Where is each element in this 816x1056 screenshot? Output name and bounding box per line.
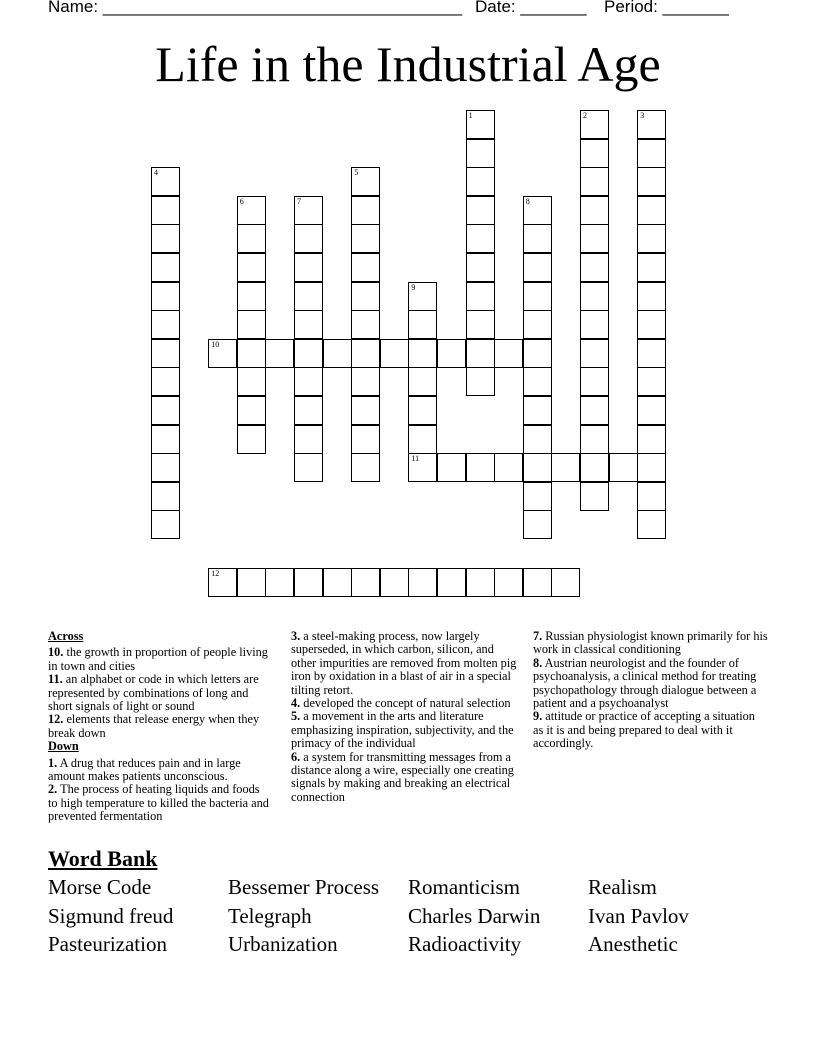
word-bank-item: Realism <box>588 875 657 899</box>
clue-number: 10 <box>211 339 220 349</box>
crossword-cell[interactable] <box>580 224 609 253</box>
crossword-cell[interactable] <box>523 339 552 368</box>
crossword-cell[interactable] <box>151 253 180 282</box>
crossword-cell[interactable] <box>151 425 180 454</box>
crossword-cell[interactable] <box>408 310 437 339</box>
crossword-cell[interactable] <box>580 310 609 339</box>
crossword-cell[interactable] <box>437 453 466 482</box>
clue-across-12: 12. elements that release energy when they break down <box>48 712 260 740</box>
crossword-cell[interactable] <box>408 425 437 454</box>
clue-number: 3 <box>640 111 645 120</box>
crossword-cell[interactable] <box>523 367 552 396</box>
crossword-cell[interactable] <box>294 367 323 396</box>
crossword-cell[interactable] <box>294 568 323 597</box>
crossword-cell[interactable] <box>437 339 466 368</box>
clue-across-10: 10. the growth in proportion of people living in town and cities <box>48 645 268 673</box>
crossword-cell[interactable] <box>408 568 437 597</box>
clue-number: 11 <box>411 454 420 464</box>
crossword-cell[interactable] <box>351 253 380 282</box>
crossword-cell[interactable] <box>237 568 266 597</box>
crossword-cell[interactable] <box>523 425 552 454</box>
crossword-cell[interactable] <box>551 568 580 597</box>
crossword-cell[interactable] <box>466 367 495 396</box>
date-field[interactable]: Date: _______ <box>475 0 587 16</box>
crossword-cell[interactable] <box>237 196 266 225</box>
crossword-cell[interactable] <box>408 396 437 425</box>
word-bank-item: Anesthetic <box>588 932 678 956</box>
crossword-cell[interactable] <box>580 110 609 139</box>
crossword-cell[interactable] <box>580 282 609 311</box>
word-bank-item: Telegraph <box>228 903 312 928</box>
crossword-cell[interactable] <box>466 110 495 139</box>
clues-column-2 <box>291 630 521 804</box>
clue-number: 1 <box>468 111 473 120</box>
crossword-cell[interactable] <box>609 453 638 482</box>
word-bank-item: Charles Darwin <box>408 903 541 928</box>
clue-down-7: 7. Russian physiologist known primarily for his work in classical conditioning <box>533 629 768 657</box>
crossword-cell[interactable] <box>294 339 323 368</box>
crossword-cell[interactable] <box>523 396 552 425</box>
clue-down-6: 6. a system for transmitting messages from a distance along a wire, especially one creating signals by making and breaking an electrical connection <box>291 749 514 804</box>
word-bank-item: Pasteurization <box>48 932 167 956</box>
clue-number: 6 <box>239 196 244 206</box>
crossword-cell[interactable] <box>408 367 437 396</box>
crossword-cell[interactable] <box>351 339 380 368</box>
crossword-cell[interactable] <box>466 282 495 311</box>
clue-number: 9 <box>411 282 416 292</box>
crossword-cell[interactable] <box>351 196 380 225</box>
crossword-cell[interactable] <box>151 282 180 311</box>
crossword-cell[interactable] <box>237 253 266 282</box>
crossword-cell[interactable] <box>265 568 294 597</box>
crossword-cell[interactable] <box>637 167 666 196</box>
word-bank-item: Ivan Pavlov <box>588 903 689 928</box>
crossword-cell[interactable] <box>237 367 266 396</box>
crossword-cell[interactable] <box>637 453 666 482</box>
crossword-cell[interactable] <box>637 310 666 339</box>
crossword-cell[interactable] <box>437 568 466 597</box>
crossword-cell[interactable] <box>637 110 666 139</box>
crossword-cell[interactable] <box>351 282 380 311</box>
crossword-cell[interactable] <box>294 224 323 253</box>
crossword-cell[interactable] <box>151 367 180 396</box>
crossword-cell[interactable] <box>351 568 380 597</box>
crossword-cell[interactable] <box>523 482 552 511</box>
crossword-cell[interactable] <box>151 453 180 482</box>
name-field[interactable]: Name: ______________________________________ <box>48 0 463 16</box>
crossword-cell[interactable] <box>637 367 666 396</box>
word-bank-title: Word Bank <box>48 846 158 871</box>
crossword-cell[interactable] <box>466 310 495 339</box>
crossword-cell[interactable] <box>466 568 495 597</box>
crossword-cell[interactable] <box>351 310 380 339</box>
word-bank-item: Sigmund freud <box>48 903 174 928</box>
crossword-cell[interactable] <box>466 253 495 282</box>
crossword-cell[interactable] <box>494 339 523 368</box>
crossword-cell[interactable] <box>523 568 552 597</box>
clue-number: 7 <box>297 196 301 206</box>
crossword-cell[interactable] <box>580 339 609 368</box>
crossword-cell[interactable] <box>294 196 323 225</box>
crossword-cell[interactable] <box>580 367 609 396</box>
crossword-cell[interactable] <box>523 224 552 253</box>
crossword-cell[interactable] <box>265 339 294 368</box>
crossword-cell[interactable] <box>294 453 323 482</box>
crossword-cell[interactable] <box>466 196 495 225</box>
crossword-cell[interactable] <box>523 510 552 539</box>
crossword-cell[interactable] <box>523 196 552 225</box>
crossword-cell[interactable] <box>323 568 352 597</box>
crossword-cell[interactable] <box>351 396 380 425</box>
crossword-cell[interactable] <box>580 253 609 282</box>
crossword-cell[interactable] <box>637 482 666 511</box>
crossword-cell[interactable] <box>523 253 552 282</box>
crossword-cell[interactable] <box>237 282 266 311</box>
crossword-cell[interactable] <box>294 282 323 311</box>
crossword-cell[interactable] <box>237 310 266 339</box>
crossword-cell[interactable] <box>351 453 380 482</box>
crossword-cell[interactable] <box>580 453 609 482</box>
crossword-cell[interactable] <box>208 568 237 597</box>
across-heading: Across <box>48 629 84 643</box>
crossword-cell[interactable] <box>466 453 495 482</box>
word-bank-item: Bessemer Process <box>228 875 380 899</box>
crossword-cell[interactable] <box>637 253 666 282</box>
word-bank-item: Radioactivity <box>408 932 522 956</box>
crossword-cell[interactable] <box>466 139 495 168</box>
crossword-cell[interactable] <box>151 224 180 253</box>
crossword-cell[interactable] <box>580 396 609 425</box>
crossword-cell[interactable] <box>523 453 552 482</box>
clue-down-9: 9. attitude or practice of accepting a situation as it is and being prepared to deal with it accordingly. <box>533 709 755 751</box>
crossword-cell[interactable] <box>237 224 266 253</box>
crossword-cell[interactable] <box>351 367 380 396</box>
crossword-cell[interactable] <box>151 310 180 339</box>
crossword-cell[interactable] <box>151 339 180 368</box>
word-bank-item: Urbanization <box>228 932 338 956</box>
word-bank-item: Romanticism <box>408 875 520 899</box>
crossword-cell[interactable] <box>351 167 380 196</box>
clue-down-1: 1. A drug that reduces pain and in large amount makes patients unconscious. <box>48 755 241 784</box>
crossword-cell[interactable] <box>151 196 180 225</box>
crossword-cell[interactable] <box>208 339 237 368</box>
crossword-cell[interactable] <box>351 224 380 253</box>
crossword-cell[interactable] <box>637 396 666 425</box>
page-title: Life in the Industrial Age <box>155 36 661 92</box>
crossword-cell[interactable] <box>637 510 666 539</box>
crossword-cell[interactable] <box>637 282 666 311</box>
crossword-cell[interactable] <box>151 167 180 196</box>
word-bank <box>48 873 788 959</box>
crossword-cell[interactable] <box>151 482 180 511</box>
crossword-cell[interactable] <box>523 310 552 339</box>
crossword-cell[interactable] <box>580 167 609 196</box>
crossword-cell[interactable] <box>637 224 666 253</box>
clue-number: 5 <box>354 168 359 178</box>
crossword-cell[interactable] <box>380 568 409 597</box>
clue-across-11: 11. an alphabet or code in which letters are represented by combinations of long and short signals of light or sound <box>48 672 259 714</box>
crossword-cell[interactable] <box>408 453 437 482</box>
crossword-cell[interactable] <box>580 139 609 168</box>
crossword-cell[interactable] <box>237 339 266 368</box>
word-bank-item: Morse Code <box>48 875 152 899</box>
clue-down-4: 4. developed the concept of natural selection <box>291 696 511 711</box>
crossword-cell[interactable] <box>637 139 666 168</box>
crossword-cell[interactable] <box>523 282 552 311</box>
crossword-cell[interactable] <box>323 339 352 368</box>
clue-number: 4 <box>154 168 158 178</box>
clue-down-8: 8. Austrian neurologist and the founder of psychoanalysis, a clinical method for treating psychopathology through dialogue between a patient and a psychoanalyst <box>533 655 757 711</box>
crossword-cell[interactable] <box>494 453 523 482</box>
crossword-cell[interactable] <box>551 453 580 482</box>
crossword-cell[interactable] <box>294 310 323 339</box>
crossword-cell[interactable] <box>151 396 180 425</box>
crossword-cell[interactable] <box>494 568 523 597</box>
clue-down-3: 3. a steel-making process, now largely superseded, in which carbon, silicon, and other impurities are removed from molten pig iron by oxidation in a blast of air in a special tilting retort. <box>291 629 517 697</box>
down-heading: Down <box>48 739 79 754</box>
crossword-cell[interactable] <box>380 339 409 368</box>
crossword-cell[interactable] <box>637 196 666 225</box>
crossword-cell[interactable] <box>580 482 609 511</box>
clues-column-1 <box>48 630 270 824</box>
crossword-cell[interactable] <box>294 253 323 282</box>
crossword-cell[interactable] <box>466 224 495 253</box>
crossword-cell[interactable] <box>351 425 380 454</box>
crossword-cell[interactable] <box>580 425 609 454</box>
crossword-cell[interactable] <box>466 339 495 368</box>
crossword-cell[interactable] <box>408 339 437 368</box>
crossword-cell[interactable] <box>408 282 437 311</box>
crossword-cell[interactable] <box>466 167 495 196</box>
clue-number: 8 <box>525 196 530 206</box>
crossword-cell[interactable] <box>237 396 266 425</box>
crossword-cell[interactable] <box>637 339 666 368</box>
crossword-cell[interactable] <box>151 510 180 539</box>
clue-number: 2 <box>583 111 587 120</box>
crossword-cell[interactable] <box>237 425 266 454</box>
clue-down-5: 5. a movement in the arts and literature emphasizing inspiration, subjectivity, and the primacy of the individual <box>291 709 514 751</box>
clue-down-2: 2. The process of heating liquids and foods to high temperature to killed the bacteria and prevented fermentation <box>48 782 269 824</box>
period-field[interactable]: Period: _______ <box>604 0 729 16</box>
clue-number: 12 <box>211 568 220 578</box>
crossword-cell[interactable] <box>637 425 666 454</box>
crossword-cell[interactable] <box>294 396 323 425</box>
clues-column-3 <box>533 630 768 751</box>
crossword-cell[interactable] <box>580 196 609 225</box>
crossword-cell[interactable] <box>294 425 323 454</box>
